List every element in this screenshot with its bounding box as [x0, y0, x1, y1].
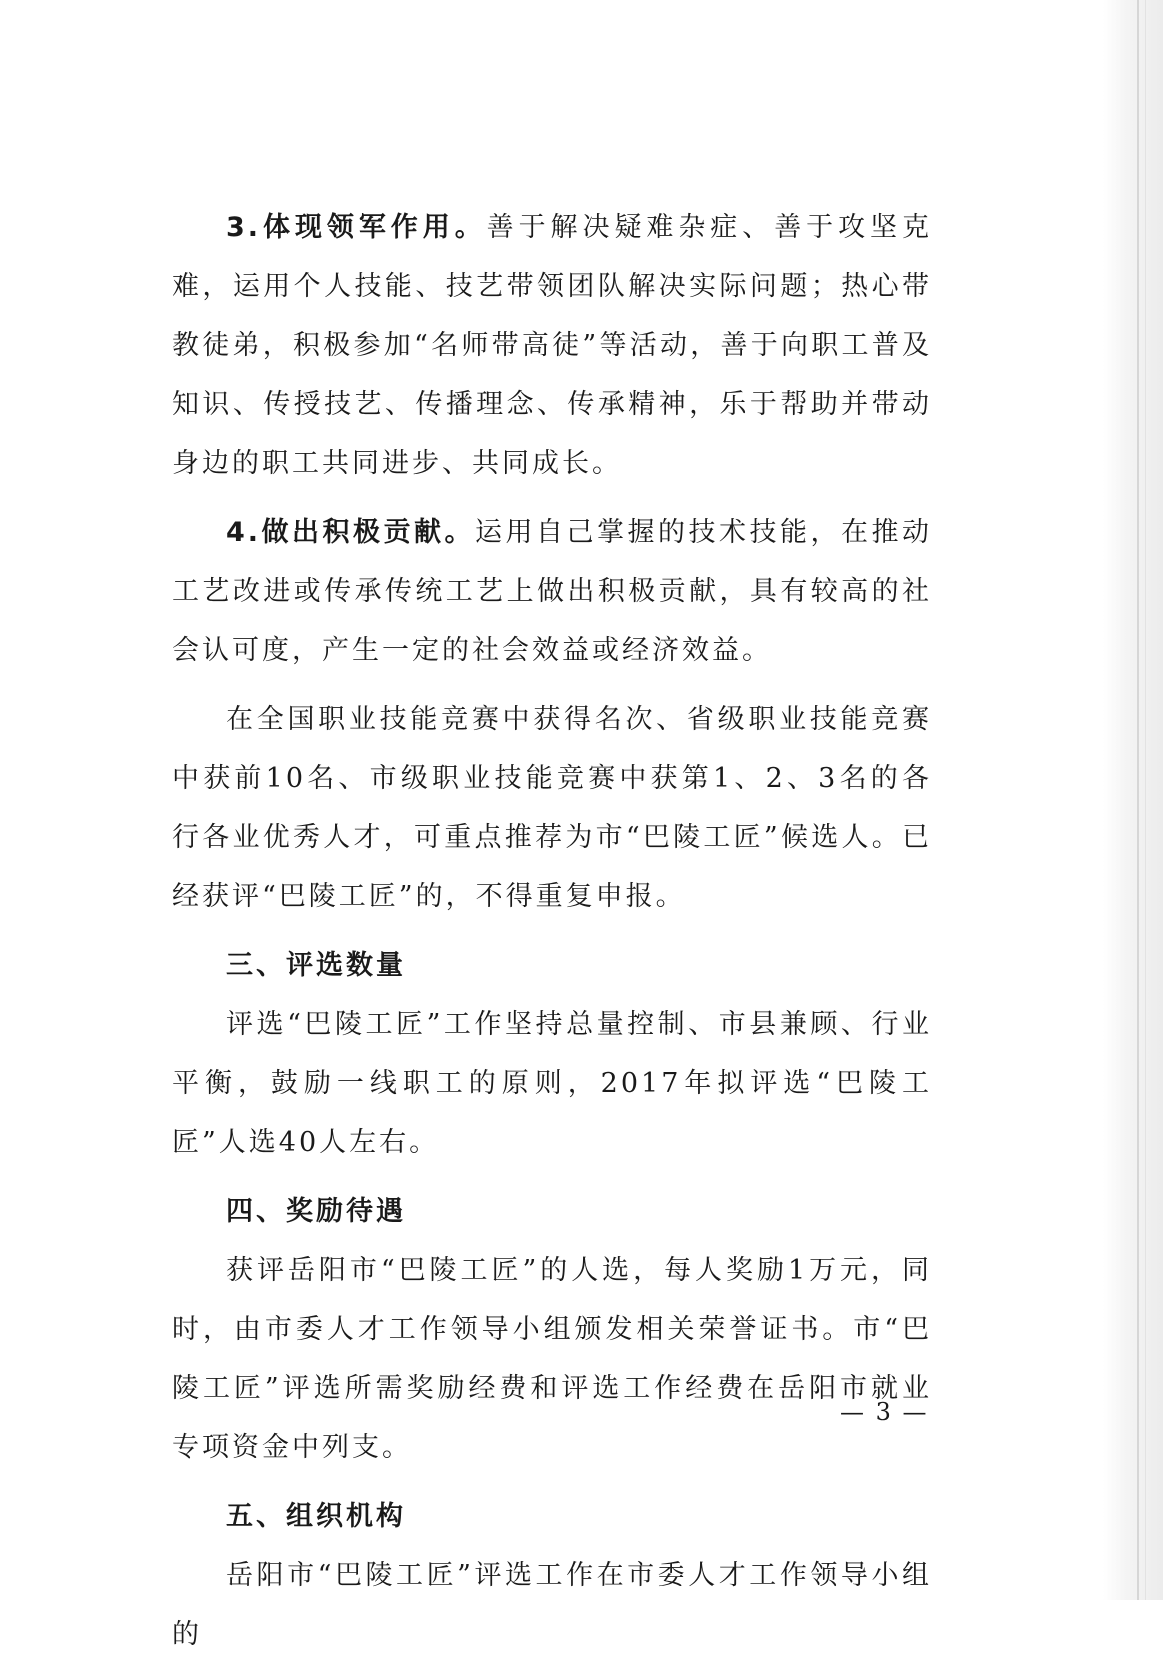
- section-heading-quantity: 三、评选数量: [226, 950, 406, 981]
- paragraph-organization: 岳阳市“巴陵工匠”评选工作在市委人才工作领导小组的: [172, 1560, 932, 1650]
- scan-page-edge: [1103, 0, 1163, 1600]
- paragraph-contribution-title: 4.做出积极贡献。: [226, 517, 476, 548]
- section-heading-rewards: 四、奖励待遇: [226, 1196, 406, 1227]
- paragraph-gap: [172, 680, 932, 690]
- paragraph-gap: [172, 1477, 932, 1487]
- paragraph-quantity: 评选“巴陵工匠”工作坚持总量控制、市县兼顾、行业平衡，鼓励一线职工的原则，2017年拟评选“巴陵工匠”人选40人左右。: [172, 1009, 932, 1158]
- paragraph-gap: [172, 493, 932, 503]
- section-heading-organization: 五、组织机构: [226, 1501, 406, 1532]
- paragraph-gap: [172, 926, 932, 936]
- paragraph-leadership-title: 3.体现领军作用。: [226, 212, 487, 243]
- paragraph-contribution-body: 运用自己掌握的技术技能，在推动工艺改进或传承传统工艺上做出积极贡献，具有较高的社会认可度，产生一定的社会效益或经济效益。: [172, 517, 933, 666]
- scan-fold-line-secondary: [1145, 0, 1146, 1600]
- paragraph-contribution: [172, 503, 932, 680]
- page-number: — 3 —: [840, 1398, 929, 1426]
- paragraph-competition: 在全国职业技能竞赛中获得名次、省级职业技能竞赛中获前10名、市级职业技能竞赛中获第1、2、3名的各行各业优秀人才，可重点推荐为市“巴陵工匠”候选人。已经获评“巴陵工匠”的，不得重复申报。: [172, 704, 932, 912]
- paragraph-gap: [172, 1172, 932, 1182]
- paragraph-leadership-body: 善于解决疑难杂症、善于攻坚克难，运用个人技能、技艺带领团队解决实际问题；热心带教徒弟，积极参加“名师带高徒”等活动，善于向职工普及知识、传授技艺、传播理念、传承精神，乐于帮助并带动身边的职工共同进步、共同成长。: [172, 212, 933, 479]
- paragraph-leadership: [172, 198, 932, 493]
- scan-fold-line: [1137, 0, 1139, 1600]
- document-body: [172, 198, 932, 1664]
- paragraph-rewards: 获评岳阳市“巴陵工匠”的人选，每人奖励1万元，同时，由市委人才工作领导小组颁发相关荣誉证书。市“巴陵工匠”评选所需奖励经费和评选工作经费在岳阳市就业专项资金中列支。: [172, 1255, 932, 1463]
